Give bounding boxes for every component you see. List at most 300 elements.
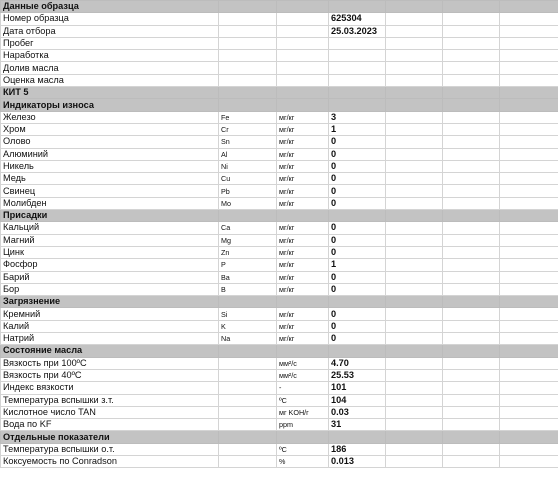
parameter-name: Барий [1,271,219,283]
section-title: Индикаторы износа [1,99,219,111]
measured-value: 0 [329,308,386,320]
empty-cell [386,382,443,394]
empty-cell [443,210,500,222]
measurement-unit [277,62,329,74]
parameter-row [1,369,558,381]
empty-cell [443,382,500,394]
measured-value [329,50,386,62]
empty-cell [443,50,500,62]
element-symbol [219,50,277,62]
empty-cell [386,369,443,381]
empty-cell [500,13,558,25]
empty-cell [386,283,443,295]
empty-cell [443,74,500,86]
element-symbol: Si [219,308,277,320]
measured-value: 0 [329,185,386,197]
empty-cell [386,333,443,345]
measurement-unit: мг/кг [277,222,329,234]
measurement-unit: мг/кг [277,136,329,148]
empty-cell [386,1,443,13]
parameter-row [1,160,558,172]
measured-value: 3 [329,111,386,123]
empty-cell [443,222,500,234]
element-symbol: Na [219,333,277,345]
empty-cell [386,394,443,406]
measurement-unit: мг/кг [277,173,329,185]
empty-cell [386,87,443,99]
parameter-row [1,185,558,197]
parameter-name: Наработка [1,50,219,62]
parameter-name: Железо [1,111,219,123]
measurement-unit: % [277,455,329,467]
element-symbol: Ca [219,222,277,234]
measured-value: 25.03.2023 [329,25,386,37]
empty-cell [386,443,443,455]
measured-value [329,74,386,86]
empty-cell [443,234,500,246]
measured-value [329,62,386,74]
empty-cell [500,234,558,246]
empty-cell [277,99,329,111]
empty-cell [386,234,443,246]
element-symbol: Pb [219,185,277,197]
element-symbol: Zn [219,246,277,258]
parameter-name: Вода по KF [1,419,219,431]
empty-cell [443,283,500,295]
empty-cell [500,160,558,172]
element-symbol: Al [219,148,277,160]
empty-cell [386,136,443,148]
empty-cell [500,455,558,467]
measured-value: 0 [329,173,386,185]
empty-cell [443,87,500,99]
empty-cell [500,308,558,320]
measured-value: 0 [329,246,386,258]
section-header-row [1,1,558,13]
parameter-row [1,234,558,246]
empty-cell [500,136,558,148]
element-symbol [219,382,277,394]
measured-value [329,37,386,49]
empty-cell [500,271,558,283]
measured-value: 25.53 [329,369,386,381]
section-title: Отдельные показатели [1,431,219,443]
empty-cell [219,210,277,222]
empty-cell [500,222,558,234]
parameter-row [1,148,558,160]
measured-value: 1 [329,259,386,271]
empty-cell [443,99,500,111]
empty-cell [386,431,443,443]
empty-cell [277,296,329,308]
element-symbol [219,62,277,74]
parameter-name: Бор [1,283,219,295]
parameter-row [1,197,558,209]
empty-cell [500,87,558,99]
measurement-unit [277,37,329,49]
parameter-name: Температура вспышки з.т. [1,394,219,406]
empty-cell [500,333,558,345]
measurement-unit: мг KOH/г [277,406,329,418]
empty-cell [386,37,443,49]
parameter-row [1,62,558,74]
empty-cell [386,246,443,258]
measurement-unit: ºC [277,394,329,406]
parameter-name: Натрий [1,333,219,345]
empty-cell [500,62,558,74]
parameter-name: Оценка масла [1,74,219,86]
section-title: Присадки [1,210,219,222]
empty-cell [443,148,500,160]
empty-cell [443,37,500,49]
parameter-name: Никель [1,160,219,172]
parameter-name: Хром [1,123,219,135]
element-symbol: Sn [219,136,277,148]
empty-cell [443,369,500,381]
empty-cell [386,62,443,74]
measurement-unit [277,50,329,62]
parameter-name: Вязкость при 40ºC [1,369,219,381]
measured-value: 0 [329,333,386,345]
measurement-unit: мг/кг [277,148,329,160]
parameter-row [1,123,558,135]
measured-value: 1 [329,123,386,135]
measurement-unit: мг/кг [277,246,329,258]
empty-cell [500,394,558,406]
parameter-name: Фосфор [1,259,219,271]
parameter-name: Олово [1,136,219,148]
empty-cell [500,431,558,443]
empty-cell [500,357,558,369]
empty-cell [386,308,443,320]
empty-cell [443,111,500,123]
empty-cell [386,222,443,234]
parameter-row [1,222,558,234]
empty-cell [443,345,500,357]
element-symbol [219,394,277,406]
element-symbol [219,406,277,418]
empty-cell [386,99,443,111]
empty-cell [386,271,443,283]
empty-cell [443,185,500,197]
empty-cell [443,419,500,431]
empty-cell [500,259,558,271]
empty-cell [500,185,558,197]
measurement-unit: ºC [277,443,329,455]
measured-value: 4.70 [329,357,386,369]
empty-cell [329,345,386,357]
parameter-row [1,74,558,86]
empty-cell [386,419,443,431]
measurement-unit: мг/кг [277,271,329,283]
empty-cell [500,99,558,111]
parameter-row [1,394,558,406]
element-symbol [219,443,277,455]
measurement-unit [277,25,329,37]
empty-cell [329,210,386,222]
parameter-name: Номер образца [1,13,219,25]
parameter-name: Коксуемость по Conradson [1,455,219,467]
empty-cell [219,87,277,99]
empty-cell [329,87,386,99]
section-title: Загрязнение [1,296,219,308]
measurement-unit [277,74,329,86]
empty-cell [443,455,500,467]
empty-cell [500,148,558,160]
element-symbol: Cu [219,173,277,185]
parameter-row [1,136,558,148]
parameter-row [1,173,558,185]
empty-cell [443,25,500,37]
parameter-row [1,455,558,467]
element-symbol: Mo [219,197,277,209]
empty-cell [386,296,443,308]
measurement-unit: мг/кг [277,308,329,320]
empty-cell [329,431,386,443]
empty-cell [443,160,500,172]
parameter-name: Магний [1,234,219,246]
empty-cell [386,74,443,86]
element-symbol: Ni [219,160,277,172]
section-header-row [1,87,558,99]
parameter-row [1,259,558,271]
empty-cell [443,443,500,455]
empty-cell [443,62,500,74]
empty-cell [219,1,277,13]
section-header-row [1,431,558,443]
empty-cell [386,357,443,369]
parameter-row [1,443,558,455]
empty-cell [500,296,558,308]
measured-value: 31 [329,419,386,431]
empty-cell [443,123,500,135]
empty-cell [386,148,443,160]
empty-cell [219,99,277,111]
measurement-unit: мг/кг [277,259,329,271]
parameter-row [1,246,558,258]
empty-cell [219,431,277,443]
empty-cell [443,173,500,185]
empty-cell [386,173,443,185]
parameter-name: Температура вспышки о.т. [1,443,219,455]
empty-cell [500,197,558,209]
measurement-unit: - [277,382,329,394]
measured-value: 0.013 [329,455,386,467]
element-symbol [219,369,277,381]
measured-value: 186 [329,443,386,455]
empty-cell [500,210,558,222]
empty-cell [500,419,558,431]
element-symbol: Cr [219,123,277,135]
element-symbol: K [219,320,277,332]
measured-value: 0 [329,160,386,172]
empty-cell [500,25,558,37]
measurement-unit: мг/кг [277,123,329,135]
empty-cell [500,443,558,455]
empty-cell [386,160,443,172]
empty-cell [386,111,443,123]
element-symbol [219,37,277,49]
empty-cell [277,210,329,222]
empty-cell [386,185,443,197]
parameter-row [1,111,558,123]
empty-cell [386,320,443,332]
empty-cell [443,357,500,369]
parameter-name: Медь [1,173,219,185]
empty-cell [386,345,443,357]
parameter-row [1,382,558,394]
element-symbol: B [219,283,277,295]
section-header-row [1,210,558,222]
empty-cell [500,74,558,86]
parameter-name: Кремний [1,308,219,320]
measurement-unit: мг/кг [277,320,329,332]
parameter-name: Пробег [1,37,219,49]
section-header-row [1,99,558,111]
measurement-unit: мг/кг [277,333,329,345]
empty-cell [500,345,558,357]
measured-value: 0 [329,283,386,295]
measured-value: 0 [329,197,386,209]
measurement-unit: ppm [277,419,329,431]
parameter-row [1,50,558,62]
parameter-name: Дата отбора [1,25,219,37]
empty-cell [443,136,500,148]
empty-cell [329,296,386,308]
empty-cell [443,333,500,345]
parameter-name: Долив масла [1,62,219,74]
parameter-row [1,25,558,37]
empty-cell [386,197,443,209]
empty-cell [329,99,386,111]
oil-analysis-table-body [1,1,558,468]
element-symbol: P [219,259,277,271]
empty-cell [386,50,443,62]
empty-cell [500,173,558,185]
element-symbol [219,13,277,25]
empty-cell [443,320,500,332]
empty-cell [500,382,558,394]
measurement-unit: мг/кг [277,185,329,197]
empty-cell [277,1,329,13]
section-title: Состояние масла [1,345,219,357]
measurement-unit: мг/кг [277,283,329,295]
empty-cell [386,259,443,271]
empty-cell [443,197,500,209]
element-symbol [219,25,277,37]
measurement-unit: мг/кг [277,111,329,123]
empty-cell [277,87,329,99]
measured-value: 0 [329,271,386,283]
element-symbol [219,74,277,86]
empty-cell [500,369,558,381]
parameter-name: Молибден [1,197,219,209]
parameter-row [1,419,558,431]
measurement-unit: мг/кг [277,197,329,209]
measurement-unit: мг/кг [277,160,329,172]
measured-value: 0 [329,136,386,148]
element-symbol: Mg [219,234,277,246]
parameter-row [1,271,558,283]
empty-cell [500,50,558,62]
parameter-row [1,357,558,369]
empty-cell [386,406,443,418]
empty-cell [500,246,558,258]
parameter-name: Калий [1,320,219,332]
element-symbol [219,419,277,431]
empty-cell [500,283,558,295]
empty-cell [443,406,500,418]
empty-cell [443,1,500,13]
element-symbol: Ba [219,271,277,283]
parameter-row [1,406,558,418]
empty-cell [219,345,277,357]
element-symbol [219,455,277,467]
parameter-row [1,308,558,320]
empty-cell [500,406,558,418]
empty-cell [386,123,443,135]
measurement-unit: мм²/с [277,357,329,369]
measured-value: 0 [329,222,386,234]
empty-cell [443,308,500,320]
parameter-name: Цинк [1,246,219,258]
section-header-row [1,345,558,357]
parameter-row [1,13,558,25]
empty-cell [386,25,443,37]
parameter-row [1,333,558,345]
parameter-name: Свинец [1,185,219,197]
empty-cell [386,455,443,467]
measurement-unit: мг/кг [277,234,329,246]
empty-cell [386,210,443,222]
parameter-row [1,283,558,295]
parameter-name: Кальций [1,222,219,234]
parameter-name: Кислотное число TAN [1,406,219,418]
parameter-name: Вязкость при 100ºC [1,357,219,369]
measured-value: 0.03 [329,406,386,418]
empty-cell [500,37,558,49]
parameter-name: Индекс вязкости [1,382,219,394]
measured-value: 0 [329,234,386,246]
measurement-unit: мм²/с [277,369,329,381]
empty-cell [277,345,329,357]
empty-cell [500,111,558,123]
parameter-name: Алюминий [1,148,219,160]
measured-value: 625304 [329,13,386,25]
element-symbol: Fe [219,111,277,123]
empty-cell [443,246,500,258]
empty-cell [443,13,500,25]
empty-cell [500,1,558,13]
empty-cell [329,1,386,13]
measured-value: 101 [329,382,386,394]
empty-cell [443,259,500,271]
measured-value: 0 [329,320,386,332]
section-title: КИТ 5 [1,87,219,99]
measurement-unit [277,13,329,25]
empty-cell [277,431,329,443]
section-header-row [1,296,558,308]
empty-cell [500,123,558,135]
element-symbol [219,357,277,369]
empty-cell [443,296,500,308]
empty-cell [443,431,500,443]
parameter-row [1,37,558,49]
empty-cell [443,394,500,406]
empty-cell [219,296,277,308]
empty-cell [386,13,443,25]
measured-value: 0 [329,148,386,160]
